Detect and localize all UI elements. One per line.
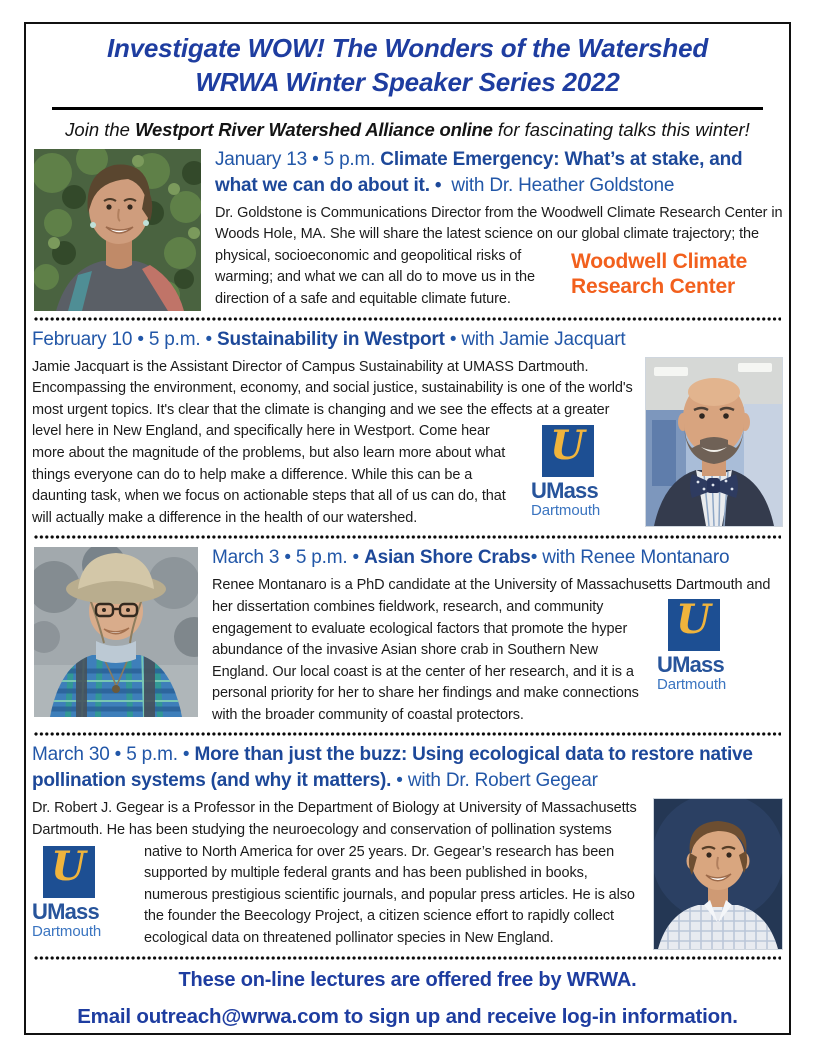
description-text: has been supported by multiple federal grants and has been published in books, numerous prestigious scientific journals, and popular press articles. He is also the founder the Beecology Project, a citizen science effort to rapidly collect ecological data on threatened pollinator species in New England. [144, 843, 635, 947]
event-title: Asian Shore Crabs [364, 547, 531, 569]
footer-signup-email-line: Email outreach@wrwa.com to sign up and receive log-in information. [77, 1004, 738, 1028]
event-title: More than just the buzz: Using ecological data to restore native pollination systems (and why it matters). [32, 744, 753, 792]
event-speaker: • with Renee Montanaro [530, 547, 730, 569]
tagline-prefix: Join the [65, 118, 136, 140]
event-description [32, 798, 783, 949]
event-title: Sustainability in Westport [216, 328, 445, 350]
tagline [32, 119, 783, 141]
event-march-30 [32, 742, 783, 949]
dotted-separator [34, 317, 781, 321]
event-date: February 10 • 5 p.m. • [32, 328, 212, 350]
umass-dartmouth-logo [32, 842, 132, 940]
description-text: Dr. Robert J. Gegear is a Professor in the Department of Biology at University of Massachusetts Dartmouth. He has been studying the neuroecology and conservation of pollination systems native to North America for over 25 years. Dr. Gegear’s research [32, 800, 637, 860]
dotted-separator [34, 956, 781, 960]
tagline-suffix: for fascinating talks this winter! [492, 118, 750, 140]
description-text: Renee Montanaro is a PhD candidate at the University of Massachusetts [212, 577, 672, 594]
description-text: Dartmouth and her dissertation combines fieldwork, research, and community engagement to evaluate ecological factors that promote the hyper abundance of the invasive Asian shore crab in Southern New England. Our local coast is at the center of her research, and it is a personal priority for her to share her findings and make connections with the broader community of coastal protectors. [212, 577, 771, 723]
umass-u-glyph: U [550, 422, 585, 470]
description-text: Dr. Goldstone is Communications Director from the Woodwell Climate Research Center in Woods Hole, MA. She will share the latest science on our global climate [215, 204, 783, 243]
event-heading [32, 742, 783, 794]
woodwell-climate-logo [571, 249, 783, 299]
event-date: March 3 • 5 p.m. • [212, 547, 359, 569]
umass-logo-name: UMass [531, 478, 598, 504]
description-text: Jamie Jacquart is the Assistant Director of Campus Sustainability at UMASS Dartmouth. Encompassing the environment, economy, and social justice, sustainability is one of the world's most urgent topics. It's clear that the climate is changing and we see the effects at a greater level here in New England, and specifically here in Westport. [32, 358, 633, 440]
description-text: Come hear more about the magnitude of the problems, but also learn more about what things everyone can do to help make a difference. While this can be a daunting task, when we focus on actionable steps that all of us can do, that will actually make a difference in the health of our watershed. [32, 423, 506, 526]
event-date: January 13 • 5 p.m. [215, 148, 381, 170]
event-january-13 [32, 147, 783, 311]
umass-dartmouth-logo [657, 595, 757, 693]
speaker-photo-gegear [653, 798, 783, 950]
speaker-photo-montanaro [34, 547, 198, 717]
title-line-1: Investigate WOW! The Wonders of the Watershed [106, 33, 709, 63]
description-text: trajectory; the physical, socioeconomic and geopolitical risks of warming; and what we can all do to move us in the direction of a safe and equitable climate future. [215, 226, 759, 307]
speaker-photo-jacquart [645, 357, 783, 527]
dotted-separator [34, 732, 781, 736]
footer [32, 969, 783, 1029]
umass-logo-campus: Dartmouth [32, 922, 102, 940]
umass-logo-mark [542, 422, 594, 477]
event-speaker: with Dr. Heather Goldstone [451, 174, 675, 196]
umass-logo-name: UMass [32, 898, 99, 924]
page-border [24, 22, 791, 1035]
title-divider [52, 107, 763, 110]
umass-logo-campus: Dartmouth [657, 675, 727, 693]
umass-logo-campus: Dartmouth [531, 502, 601, 520]
tagline-org-name: Westport River Watershed Alliance online [135, 118, 493, 140]
woodwell-logo-line1: Woodwell Climate [571, 249, 748, 273]
dotted-separator [34, 535, 781, 539]
page-title [32, 32, 783, 100]
footer-free-lectures-line: These on-line lectures are offered free by WRWA. [178, 968, 637, 991]
event-title: Climate Emergency: What’s at stake, and what we can do about it. • [215, 148, 743, 196]
speaker-photo-goldstone [34, 149, 201, 311]
event-february-10 [32, 327, 783, 530]
woodwell-logo-line2: Research Center [571, 274, 735, 298]
umass-u-glyph: U [51, 842, 86, 890]
event-heading [32, 327, 783, 353]
event-description [32, 357, 783, 530]
umass-logo-mark [43, 842, 95, 898]
umass-logo-name: UMass [657, 651, 724, 677]
umass-dartmouth-logo [531, 422, 631, 520]
umass-logo-mark [668, 595, 720, 651]
event-date: March 30 • 5 p.m. • [32, 744, 190, 766]
event-speaker: • with Jamie Jacquart [444, 328, 626, 350]
event-march-3 [32, 545, 783, 726]
event-speaker: • with Dr. Robert Gegear [391, 770, 598, 792]
title-line-2: WRWA Winter Speaker Series 2022 [195, 66, 620, 97]
umass-u-glyph: U [676, 595, 711, 643]
